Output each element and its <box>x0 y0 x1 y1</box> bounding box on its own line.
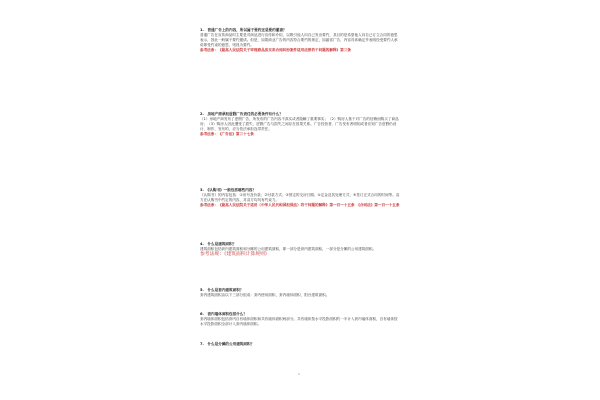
question-6 <box>200 312 400 327</box>
question-title: 3. 《认购书》一般包括哪些内容？ <box>200 188 256 192</box>
reference-law: 参考法条：《广告法》第三十七条 <box>200 132 254 136</box>
document-page <box>200 0 400 400</box>
question-2 <box>200 112 400 137</box>
question-body: 《认购书》的内容包括：①房号及价款；②付款方式；③预定的交房日期；④定金及其处理方式；⑤签订正式合同的时间等。双方在认购书中约定的内容，对双方均具有约束力。 <box>200 193 400 202</box>
question-body: 套内建筑面积由以下三部分组成：套内使用面积、套内墙体面积、阳台建筑面积。 <box>200 293 330 297</box>
question-title: 2. 房地产商承担虚假广告责任的必要条件有什么？ <box>200 112 283 116</box>
reference-law: 参考法条：《最高人民法院关于适用〈中华人民共和国担保法〉若干问题的解释》第一百一十五条 《合同法》第一百一十五条 <box>200 203 400 207</box>
reference-law: 参考法条：《最高人民法院关于审理商品房买卖合同纠纷案件适用法律若干问题的解释》第三条 <box>200 48 351 52</box>
question-title: 6. 套内墙体面积包括什么？ <box>200 312 247 316</box>
question-7 <box>200 342 400 347</box>
question-1 <box>200 28 400 53</box>
question-body: 建筑面积包括套内建筑面积和分摊的公用建筑面积，即一部分是套内建筑面积，一部分是分摊的公用建筑面积。 <box>200 247 377 251</box>
question-title: 5. 什么是套内建筑面积？ <box>200 288 244 292</box>
reference-law: 参考法规：《建筑面积计算规则》 <box>200 252 270 257</box>
question-3 <box>200 188 400 208</box>
question-5 <box>200 288 400 298</box>
question-body: 普通广告在宣传商品时主要是对商品进行宣传和介绍，以吸引他人向自己发出要约，其目的是希望他人向自己订立合同的意思表示，因此一般属于要约邀请。但是，如果商业广告的内容符合要约的规定，如悬赏广告，内容具体确定并表明经受要约人承诺即受约束的意思，则视为要约。 <box>200 33 398 47</box>
question-body: 套内墙体面积包括套内自有墙体面积和共有墙体面积两部分。共有墙体按水平投影面积的一半计入套内墙体面积，自有墙体按水平投影面积全部计入套内墙体面积。 <box>200 317 398 326</box>
question-title: 4. 什么是建筑面积？ <box>200 242 237 246</box>
question-title: 7. 什么是分摊的公用建筑面积？ <box>200 342 255 346</box>
question-body: （1）房地产商发布了虚假广告，所发布的广告内容不真实或者隐瞒了重要事实；（2）购房人基于对广告的信赖而购买了商品房；（3）购房人因此遭受了损失，虚假广告与损失之间存在因果关系。广告经营者、广告发布者明知或者应知广告虚假仍设计、制作、发布的，应当依法承担连带责任。 <box>200 117 399 131</box>
page-number: 1 <box>298 372 300 376</box>
question-title: 1. 普通广告上的内容，所以属于要约还是要约邀请？ <box>200 28 287 32</box>
question-4 <box>200 242 400 258</box>
